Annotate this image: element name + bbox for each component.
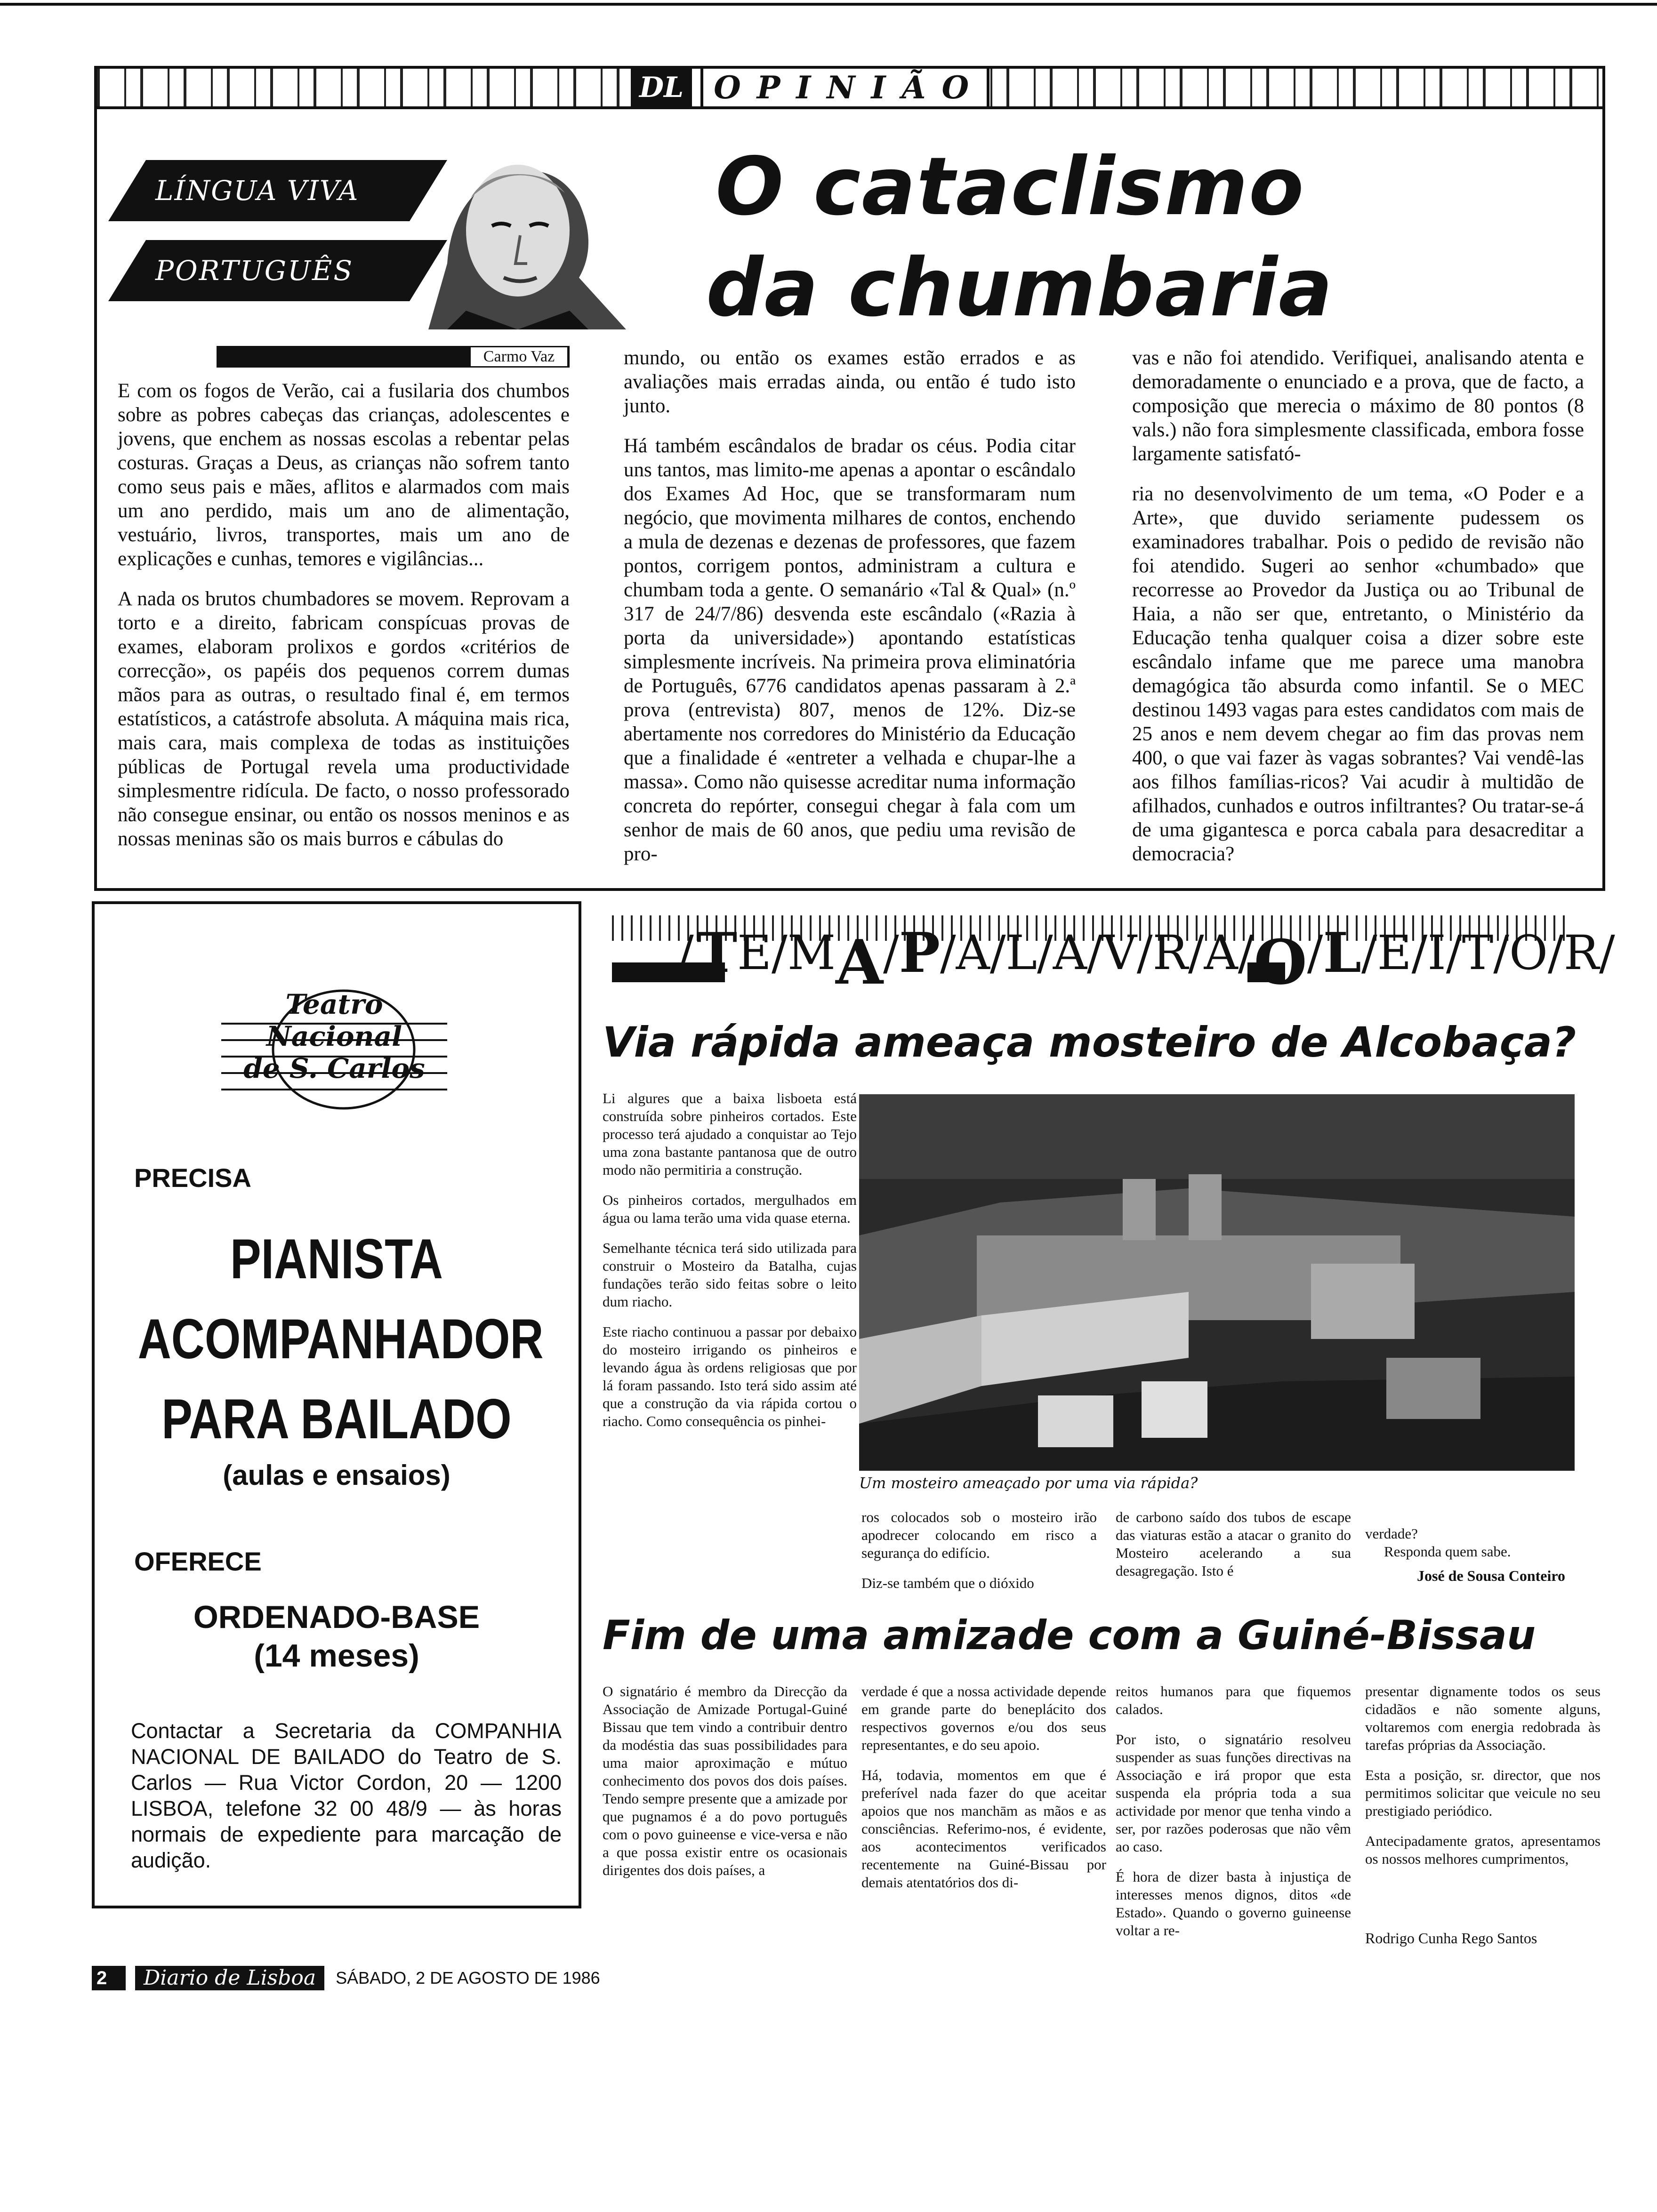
ad-headline bbox=[137, 1219, 544, 1459]
author-name: Carmo Vaz bbox=[471, 347, 567, 366]
paragraph: Os pinheiros cortados, mergulhados em água ou lama terão uma vida quase eterna. bbox=[603, 1192, 857, 1226]
article-title-line1: O cataclismo bbox=[716, 140, 1305, 233]
article1-column-2 bbox=[624, 346, 1076, 882]
banner-letter: A bbox=[1204, 925, 1238, 980]
ad-oferece: OFERECE bbox=[134, 1547, 262, 1576]
ad-salary bbox=[94, 1598, 579, 1675]
paragraph: Responda quem sabe. bbox=[1384, 1543, 1511, 1560]
letter2-title: Fim de uma amizade com a Guiné-Bissau bbox=[603, 1612, 1536, 1659]
paragraph: É hora de dizer basta à injustiça de interesses menos dignos, ditos «de Estado». Quando o governo guineense voltar a re- bbox=[1116, 1868, 1351, 1939]
banner-slash: / bbox=[1547, 925, 1564, 980]
banner-slash: / bbox=[1493, 925, 1509, 980]
paragraph: Por isto, o signatário resolveu suspender as suas funções directivas na Associação e irá propor que esta suspenda ela própria toda a sua actividade por menor que tenha vindo a ser, por razões poderosas que não vêm ao caso. bbox=[1116, 1731, 1351, 1855]
paragraph: ria no desenvolvimento de um tema, «O Poder e a Arte», que duvido seriamente pudessem os examinadores trabalhar. Pois o pedido de revisão não foi atendido. Sugeri ao senhor «chumbado» que recorresse ao Provedor da Justiça ou ao Tribunal de Haia, a não ser que, entretanto, o Ministério da Educação tenha qualquer coisa a dizer sobre este escândalo infame que me parece uma manobra demagógica tão absurda como infantil. Se o MEC destinou 1493 vagas para estes candidatos com mais de 25 anos e nem devem chegar ao fim das provas nem 400, o que vai fazer às vagas sobrantes? Vai vendê-las aos filhos famílias-ricos? Vai acudir à multidão de afilhados, cunhados e outros infiltrantes? Ou tratar-se-á de uma gigantesca e porca cabala para desacreditar a democracia? bbox=[1132, 483, 1584, 865]
banner-letter: R bbox=[1563, 925, 1599, 980]
article-title-line2: da chumbaria bbox=[706, 241, 1334, 335]
banner-letter: I bbox=[1427, 925, 1446, 980]
banner-letter: A bbox=[836, 926, 884, 998]
salary-line2: (14 meses) bbox=[254, 1638, 419, 1674]
paragraph: Há também escândalos de bradar os céus. Podia citar uns tantos, mas limito-me apenas a apontar o escândalo dos Exames Ad Hoc, que se transformaram num negócio, que movimenta milhares de contos, enchendo a mula de dezenas e dezenas de professores, que fazem pontos, corrigem pontos, administram a cultura e chumbam toda a gente. O semanário «Tal & Qual» (n.º 317 de 24/7/86) desvenda este escândalo («Razia à porta da universidade») apontando estatísticas simplesmente incríveis. Na primeira prova eliminatória de Português, 6776 candidatos apenas passaram à 2.ª prova (entrevista) 807, menos de 12%. Diz-se abertamente nos corredores do Ministério da Educação que a finalidade é «entreter a velhada e chupar-lhe a massa». Como não quisesse acreditar numa informação concreta do repórter, consegui chegar à fala com um senhor de mais de 60 anos, que pediu uma revisão de pro- bbox=[624, 435, 1076, 865]
paragraph: reitos humanos para que fiquemos calados. bbox=[1116, 1683, 1351, 1717]
teatro-logo-text bbox=[235, 988, 433, 1084]
paragraph: verdade é que a nossa actividade depende em grande parte do beneplácito dos respectivos governos e/ou dos seus representantes, e do seu apoio. bbox=[861, 1683, 1106, 1753]
section-title: OPINIÃO bbox=[700, 66, 989, 109]
photo-caption: Um mosteiro ameaçado por uma via rápida? bbox=[859, 1474, 1198, 1492]
ad-precisa: PRECISA bbox=[134, 1163, 251, 1193]
section-header bbox=[631, 66, 989, 109]
letter2-column-1 bbox=[603, 1683, 847, 1891]
banner-letter: E bbox=[737, 925, 772, 980]
dl-logo: DL bbox=[631, 66, 692, 109]
banner-letter: V bbox=[1102, 925, 1137, 980]
banner-slash: / bbox=[1188, 925, 1204, 980]
letter1-signature: José de Sousa Conteiro bbox=[1417, 1567, 1565, 1584]
banner-letter: R bbox=[1152, 925, 1188, 980]
column-tag-line2: PORTUGUÊS bbox=[155, 255, 354, 287]
ad-contact: Contactar a Secretaria da COMPANHIA NACIONAL DE BAILADO do Teatro de S. Carlos — Rua Victor Cordon, 20 — 1200 LISBOA, telefone 32 00 48/9 — às horas normais de expediente para marcação de audição. bbox=[131, 1719, 562, 1872]
banner-letter: T bbox=[696, 921, 738, 985]
banner-slash: / bbox=[772, 925, 788, 980]
monastery-photo bbox=[859, 1094, 1575, 1471]
column-tag-line1: LÍNGUA VIVA bbox=[155, 175, 359, 207]
headline-line3: PARA BAILADO bbox=[161, 1387, 512, 1451]
banner-letter: E bbox=[1377, 925, 1412, 980]
footer bbox=[92, 1965, 600, 1991]
paragraph: mundo, ou então os exames estão errados e as avaliações mais erradas ainda, ou então é tudo isto junto. bbox=[624, 347, 1076, 417]
letter2-signature: Rodrigo Cunha Rego Santos bbox=[1365, 1930, 1537, 1947]
headline-line1: PIANISTA bbox=[230, 1227, 443, 1290]
banner-letter: L bbox=[1005, 925, 1037, 980]
banner-slash: / bbox=[1411, 925, 1428, 980]
letter2-column-4 bbox=[1365, 1683, 1601, 1880]
paragraph: de carbono saído dos tubos de escape das viaturas estão a atacar o granito do Mosteiro acelerando a sua desagregação. Isto é bbox=[1116, 1509, 1351, 1579]
letter2-column-2 bbox=[861, 1683, 1106, 1904]
banner-letter: O bbox=[1254, 926, 1307, 998]
paragraph: A nada os brutos chumbadores se movem. Reprovam a torto e a direito, fabricam conspícuas provas de exames, elaboram prolixos e gordos «critérios de correcção», os papéis dos pequenos correm dumas mãos para as outras, o resultado final é, em termos estatísticos, a catástrofe absoluta. A máquina mais rica, mais cara, mais complexa de todas as instituições públicas de Portugal revela uma productividade simplesmentre ridícula. De facto, o nosso professorado não consegue ensinar, ou então os nossos meninos e as nossas meninas são os mais burros e cábulas do bbox=[118, 588, 570, 850]
letter1-column-1 bbox=[603, 1090, 857, 1443]
banner-letter: A bbox=[956, 925, 990, 980]
paragraph: ros colocados sob o mosteiro irão apodrecer colocando em risco a segurança do edifício. bbox=[861, 1509, 1097, 1561]
letter1-column-2 bbox=[861, 1508, 1097, 1604]
banner-slash: / bbox=[1136, 925, 1153, 980]
paragraph: Há, todavia, momentos em que é preferível nada fazer do que aceitar apoios que nos manchām as mãos e as consciências. Referimo-nos, é evidente, aos acontecimentos verificados recentemente na Guiné-Bissau por demais atentatórios dos di- bbox=[861, 1767, 1106, 1891]
logo-line2: Nacional bbox=[266, 1020, 402, 1052]
banner-letter: T bbox=[1462, 925, 1494, 980]
paragraph: Semelhante técnica terá sido utilizada para construir o Mosteiro da Batalha, cujas fundações terão sido feitas sobre o leito dum riacho. bbox=[603, 1240, 857, 1310]
masthead: Diario de Lisboa bbox=[135, 1966, 324, 1990]
paragraph: verdade? bbox=[1365, 1525, 1418, 1542]
banner-slash: / bbox=[1307, 925, 1323, 980]
banner-slash: / bbox=[989, 925, 1006, 980]
logo-line1: Teatro bbox=[285, 988, 383, 1020]
letter1-column-3 bbox=[1116, 1508, 1351, 1592]
banner-letter: O bbox=[1509, 925, 1548, 980]
banner-letter: M bbox=[787, 925, 836, 980]
banner-slash: / bbox=[1238, 925, 1254, 980]
paragraph: Este riacho continuou a passar por debaixo do mosteiro irrigando os pinheiros e levando água às ordens religiosas que por lá foram passando. Isto terá sido assim até que a construção da via rápida cortou o riacho. Como consequência os pinhei- bbox=[603, 1323, 857, 1429]
letter2-column-3 bbox=[1116, 1683, 1351, 1952]
ad-subtitle: (aulas e ensaios) bbox=[223, 1459, 450, 1491]
paragraph: O signatário é membro da Direcção da Associação de Amizade Portugal-Guiné Bissau que tem vindo a contribuir dentro da modéstia das suas possibilidades para uma maior aproximação e mútuo conhecimento dos povos dos dois países. Tendo sempre presente que a amizade por que pugnamos é a do povo português com o povo guineense e vice-versa e não a que possa existir entre os ocasionais dirigentes dos dois países, a bbox=[603, 1683, 847, 1878]
paragraph: Esta a posição, sr. director, que nos permitimos solicitar que veicule no seu prestigiado periódico. bbox=[1365, 1767, 1601, 1819]
banner-slash: / bbox=[1086, 925, 1103, 980]
issue-date: SÁBADO, 2 DE AGOSTO DE 1986 bbox=[336, 1968, 600, 1988]
paragraph: Li algures que a baixa lisboeta está construída sobre pinheiros cortados. Este processo terá ajudado a conquistar ao Tejo uma zona bastante pantanosa que de outro modo não permitiria a construção. bbox=[603, 1090, 857, 1178]
banner-slash: / bbox=[1446, 925, 1462, 980]
headline-line2: ACOMPANHADOR bbox=[137, 1307, 544, 1370]
article-title bbox=[706, 136, 1591, 339]
letter1-title: Via rápida ameaça mosteiro de Alcobaça? bbox=[603, 1018, 1577, 1066]
logo-line3: de S. Carlos bbox=[243, 1052, 425, 1084]
salary-line1: ORDENADO-BASE bbox=[193, 1599, 480, 1635]
banner-slash: / bbox=[678, 925, 694, 980]
letter1-column-4 bbox=[1365, 1525, 1582, 1573]
paragraph: E com os fogos de Verão, cai a fusilaria dos chumbos sobre as pobres cabeças das crianças, adolescentes e jovens, que enchem as nossas escolas a rebentar pelas costuras. Graças a Deus, as crianças não sofrem tanto como seus pais e mães, aflitos e alarmados com mais um ano perdido, mais um ano de alimentação, vestuário, livros, transportes, mais um ano de explicações e cunhas, temores e vigilâncias... bbox=[118, 380, 570, 570]
banner-slash: / bbox=[883, 925, 899, 980]
paragraph: Diz-se também que o dióxido bbox=[861, 1575, 1034, 1591]
banner-letter: A bbox=[1053, 925, 1087, 980]
banner-slash: / bbox=[1037, 925, 1053, 980]
article1-column-1 bbox=[118, 379, 570, 867]
banner-slash: / bbox=[940, 925, 956, 980]
author-portrait bbox=[400, 122, 626, 329]
banner-slash: / bbox=[1599, 925, 1615, 980]
tem-banner-letters bbox=[678, 918, 1615, 998]
paragraph: Antecipadamente gratos, apresentamos os nossos melhores cumprimentos, bbox=[1365, 1833, 1601, 1867]
banner-letter: L bbox=[1323, 921, 1361, 985]
top-rule bbox=[0, 3, 1657, 6]
page-number: 2 bbox=[92, 1966, 126, 1990]
article1-column-3 bbox=[1132, 346, 1584, 882]
banner-slash: / bbox=[1361, 925, 1377, 980]
banner-letter: P bbox=[899, 921, 940, 985]
paragraph: vas e não foi atendido. Verifiquei, analisando atenta e demoradamente o enunciado e a prova, que de facto, a composição que merecia o máximo de 80 pontos (8 vals.) não fora simplesmente classificada, embora fosse largamente satisfató- bbox=[1132, 347, 1584, 465]
paragraph: presentar dignamente todos os seus cidadãos e não somente alguns, voltaremos com energia redobrada às tarefas próprias da Associação. bbox=[1365, 1683, 1601, 1753]
